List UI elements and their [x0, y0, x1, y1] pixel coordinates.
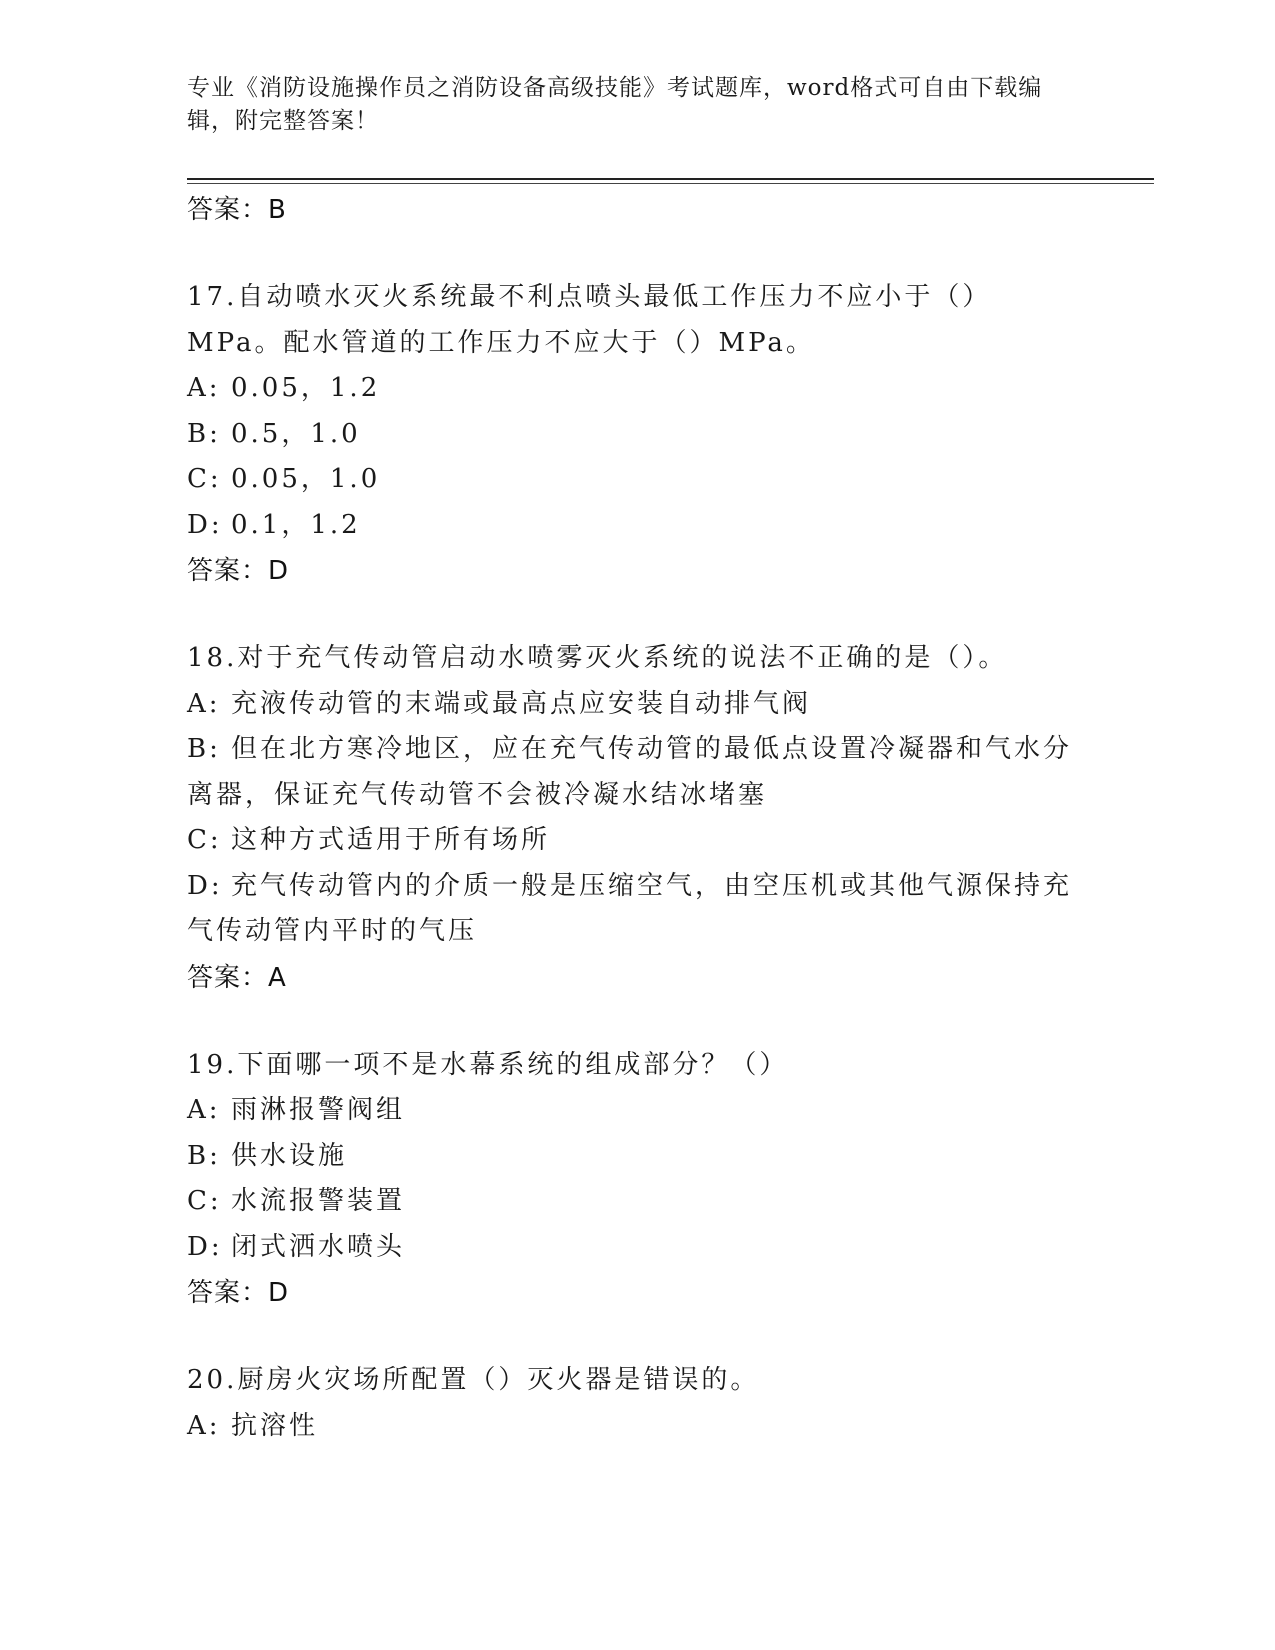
option-text: 充液传动管的末端或最高点应安装自动排气阀	[231, 688, 812, 719]
option-d	[187, 864, 1087, 955]
document-header: 专业《消防设施操作员之消防设备高级技能》考试题库，word格式可自由下载编辑，附完整答案！	[187, 75, 1043, 134]
option-text: 抗溶性	[231, 1410, 319, 1441]
option-c	[187, 818, 1087, 864]
option-letter: B:	[187, 734, 221, 764]
option-b	[187, 412, 1087, 458]
option-text: 但在北方寒冷地区，应在充气传动管的最低点设置冷凝器和气水分离器，保证充气传动管不会被冷凝水结冰堵塞	[187, 734, 1073, 810]
question-text: 19.下面哪一项不是水幕系统的组成部分？（）	[187, 1049, 789, 1080]
option-d	[187, 1225, 1087, 1271]
option-text: 0.5，1.0	[231, 418, 361, 449]
question-block	[187, 1358, 1087, 1449]
option-text: 0.05，1.0	[231, 464, 381, 494]
option-text: 水流报警装置	[231, 1186, 406, 1216]
answer-line: 答案：A	[187, 962, 287, 993]
option-letter: D:	[187, 1231, 223, 1262]
answer-line: 答案：D	[187, 556, 290, 586]
option-letter: C:	[187, 825, 222, 855]
option-a	[187, 682, 1087, 728]
question-text: 18.对于充气传动管启动水喷雾灭火系统的说法不正确的是（）。	[187, 643, 1008, 673]
option-letter: B:	[187, 418, 221, 449]
question-block	[187, 636, 1087, 1001]
answer-line: 答案：B	[187, 195, 287, 225]
option-a	[187, 1404, 1087, 1450]
answer-line: 答案：D	[187, 1278, 290, 1308]
option-text: 这种方式适用于所有场所	[231, 825, 551, 855]
option-b	[187, 1134, 1087, 1180]
option-c	[187, 457, 1087, 503]
option-text: 供水设施	[231, 1140, 348, 1171]
option-text: 0.05，1.2	[231, 373, 381, 403]
question-block	[187, 1043, 1087, 1317]
question-text: 17.自动喷水灭火系统最不利点喷头最低工作压力不应小于（）MPa。配水管道的工作压力不应大于（）MPa。	[187, 282, 992, 358]
option-letter: C:	[187, 1186, 222, 1216]
option-text: 雨淋报警阀组	[231, 1095, 406, 1125]
header-divider-thin	[187, 183, 1154, 184]
option-letter: A:	[187, 1410, 221, 1441]
option-letter: D:	[187, 509, 223, 540]
option-letter: C:	[187, 464, 222, 494]
option-text: 闭式洒水喷头	[231, 1231, 406, 1262]
option-d	[187, 503, 1087, 549]
header-divider	[187, 178, 1154, 180]
option-a	[187, 1088, 1087, 1134]
option-letter: A:	[187, 688, 221, 719]
option-letter: D:	[187, 870, 223, 901]
option-text: 0.1，1.2	[231, 509, 361, 540]
question-block	[187, 275, 1087, 594]
option-letter: B:	[187, 1140, 221, 1171]
option-c	[187, 1179, 1087, 1225]
option-a	[187, 366, 1087, 412]
question-list	[187, 187, 1087, 1449]
option-text: 充气传动管内的介质一般是压缩空气，由空压机或其他气源保持充气传动管内平时的气压	[187, 870, 1073, 946]
question-text: 20.厨房火灾场所配置（）灭火器是错误的。	[187, 1365, 760, 1395]
option-b	[187, 727, 1087, 818]
option-letter: A:	[187, 1095, 221, 1125]
option-letter: A:	[187, 373, 221, 403]
